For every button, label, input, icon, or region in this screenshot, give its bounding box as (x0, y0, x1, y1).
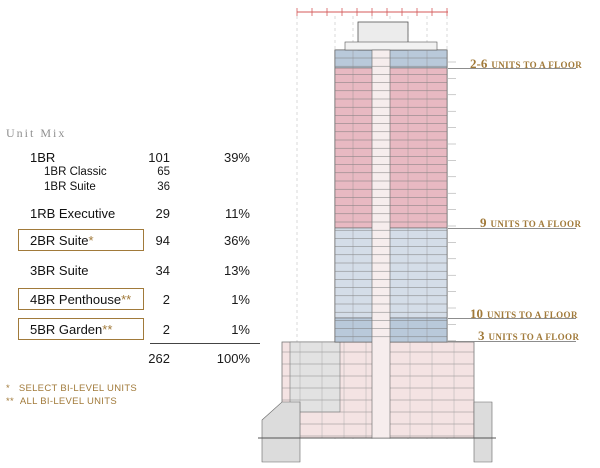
note-mark: * (6, 383, 10, 394)
ground-right (474, 402, 492, 462)
ground-left (262, 402, 300, 462)
note-text: ALL BI-LEVEL UNITS (19, 396, 117, 407)
unit-count: 34 (155, 263, 170, 278)
unit-name-text: 4BR Penthouse (30, 292, 122, 307)
callout-number: 9 (480, 215, 487, 230)
unit-name: 3BR Suite (30, 263, 89, 278)
zone-3-units (335, 318, 447, 342)
bi-level-mark: ** (102, 322, 113, 337)
callout-number: 2-6 (470, 56, 488, 71)
total-pct: 100% (216, 351, 250, 366)
unit-name: 1RB Executive (30, 206, 116, 221)
unit-pct: 13% (223, 263, 250, 278)
elevator-core (372, 50, 390, 438)
bi-level-mark: * (88, 233, 94, 248)
total-count: 262 (148, 351, 170, 366)
unit-pct: 1% (231, 292, 250, 307)
unit-name: 1BR Suite (44, 181, 96, 193)
unit-count: 2 (162, 292, 170, 307)
zone-10-units (335, 228, 447, 318)
unit-count: 36 (157, 181, 170, 193)
unit-name: 1BR Classic (44, 166, 107, 178)
callout-text: UNITS TO A FLOOR (487, 310, 578, 320)
unit-mix-title: Unit Mix (6, 126, 67, 140)
unit-pct: 36% (223, 233, 250, 248)
callout-text: UNITS TO A FLOOR (490, 219, 582, 229)
unit-count: 65 (157, 166, 170, 178)
unit-name-text: 2BR Suite (30, 233, 89, 248)
bi-level-mark: ** (121, 292, 132, 307)
unit-count: 2 (162, 322, 170, 337)
callout-number: 10 (470, 306, 483, 321)
unit-name-text: 5BR Garden (30, 322, 103, 337)
unit-count: 29 (155, 206, 170, 221)
unit-name: 1BR (30, 150, 56, 165)
unit-pct: 1% (231, 322, 250, 337)
podium-parking-section (290, 342, 340, 412)
callout-text: UNITS TO A FLOOR (488, 332, 580, 342)
roof-parapet (345, 42, 437, 50)
callout-10-units (470, 305, 578, 323)
callout-text: UNITS TO A FLOOR (491, 60, 583, 70)
unit-count: 101 (148, 150, 170, 165)
unit-count: 94 (155, 233, 170, 248)
unit-pct: 11% (224, 206, 250, 221)
note-mark: ** (6, 396, 14, 407)
zone-crown (335, 50, 447, 68)
unit-pct: 39% (223, 150, 250, 165)
callout-2-6-units (470, 55, 582, 73)
callout-3-units (478, 327, 579, 345)
note-text: SELECT BI-LEVEL UNITS (18, 383, 138, 394)
floor-level-labels (448, 62, 456, 341)
callout-number: 3 (478, 328, 485, 343)
callout-9-units (480, 214, 581, 232)
